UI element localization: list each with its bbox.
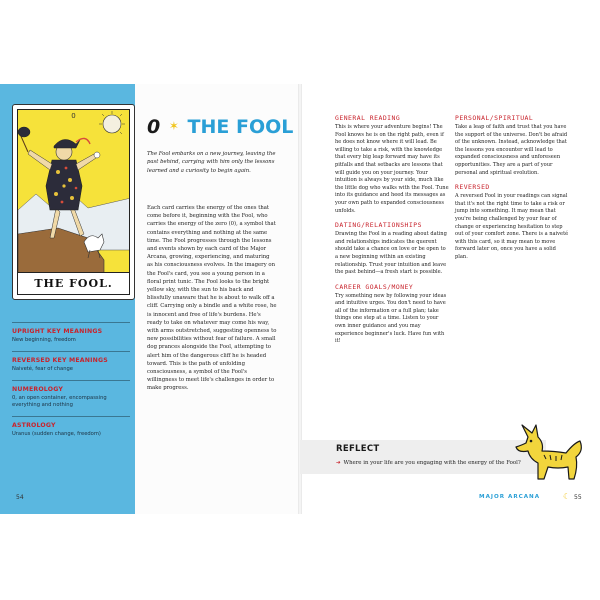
meaning-heading: ASTROLOGY [12,422,56,429]
meaning-astrology [12,416,130,438]
meaning-heading: REVERSED KEY MEANINGS [12,357,108,364]
page-number-left: 54 [16,494,24,501]
section-heading: PERSONAL/SPIRITUAL [455,114,534,122]
key-meanings [12,322,130,445]
running-head: MAJOR ARCANA [479,494,541,500]
meaning-text: New beginning, freedom [12,337,76,343]
reflect-heading: REFLECT [336,444,380,454]
section-career-money [335,283,449,346]
intro-text: The Fool embarks on a new journey, leaving the past behind, carrying with him only the lessons learned and a curiosity to begin again. [147,151,276,174]
moon-icon: ☾ [563,492,571,501]
column-a [335,114,449,352]
column-b [455,114,569,268]
fool-tarot-card [12,104,135,300]
section-general-reading [335,114,449,215]
body-text: Each card carries the energy of the ones that come before it, beginning with the Fool, who carries the energy of the zero (0), a symbol that contains everything and nothing at the same time. The Fool progresses through the lessons and events shown by each card of the Major Arcana, growing, experiencing, and maturing as his consciousness evolves. In the imagery on the Fool's card, you see a young person in a floral print tunic. The Fool looks to the bright yellow sky, with the sun to his back and blissfully unaware that he is about to walk off a cliff. Carrying only a bindle and a white rose, he is innocent and free of life's burdens. He's ready to take on whatever may come his way, with arms outstretched, suggesting openness to new possibilities without fear of failure. A small dog prances alongside the Fool, attempting to alert him of the dangerous cliff he is headed toward. This is the path of unfolding consciousness, a symbol of the Fool's willingness to meet life's challenges in order to make progress. [147,205,277,392]
reflect-question [336,460,521,466]
section-text: A reversed Fool in your readings can signal that it's not the right time to take a risk or jump into something. It may mean that you're being challenged by your fear of change or experiencing hesitation to step out of your comfort zone. There is a naiveté with this card, so it may mean to move forward later on, once you have a solid plan. [455,193,569,260]
dog-illustration-icon [514,421,592,483]
section-text: This is where your adventure begins! The Fool knows he is on the right path, even if he does not know where it will lead. Be willing to take a risk, with the knowledge that every big leap forward may have its pitfalls and that setbacks are lessons that will guide you on your journey. Your intuition is always by your side, much like the little dog who walks with the Fool. Tune into its guidance and heed its messages as your own path to expanded consciousness unfolds. [335,124,449,214]
reflect-question-text: Where in your life are you engaging with the energy of the Fool? [343,460,521,466]
meaning-heading: NUMEROLOGY [12,386,64,393]
section-dating-relationships [335,221,449,277]
reflect-box [300,440,546,474]
title-number: 0 [147,116,161,138]
section-heading: DATING/RELATIONSHIPS [335,221,422,230]
meaning-text: Naiveté, fear of change [12,366,74,372]
card-caption: THE FOOL. [18,272,129,294]
section-text: Try something new by following your ideas and intuitive urges. You don't need to have all of the information or a full plan; take things one step at a time. Listen to your own inner guidance and you may experience beginner's luck. Have fun with it! [335,292,447,345]
section-text: Drawing the Fool in a reading about dating and relationships indicates the querent should take a chance on love or be open to a new beginning within an existing relationship. Trust your intuition and leave the past behind—a fresh start is possible. [335,231,447,276]
title-name: THE FOOL [187,116,294,138]
meaning-upright [12,322,130,344]
fool-illustration-icon [18,110,130,274]
card-illustration [17,109,130,295]
card-number: 0 [71,112,76,120]
section-heading: GENERAL READING [335,114,401,122]
section-personal-spiritual [455,114,569,177]
section-reversed [455,183,569,261]
meaning-numerology [12,380,130,409]
page-number-right: 55 [574,494,582,501]
section-heading: REVERSED [455,183,490,192]
star-icon: ✶ [168,119,179,133]
arrow-icon: ➔ [336,460,341,466]
meaning-text: 0, an open container, encompassing everything and nothing [12,395,107,408]
section-text: Take a leap of faith and trust that you have the support of the universe. Don't be afraid of the unknown. Instead, acknowledge that the lessons you encounter will lead to expanded consciousness and unforeseen opportunities. They are a part of your personal and spiritual evolution. [455,124,568,176]
meaning-reversed [12,351,130,373]
page-title [147,116,293,138]
section-heading: CAREER GOALS/MONEY [335,282,414,291]
meaning-heading: UPRIGHT KEY MEANINGS [12,328,103,335]
meaning-text: Uranus (sudden change, freedom) [12,431,101,437]
